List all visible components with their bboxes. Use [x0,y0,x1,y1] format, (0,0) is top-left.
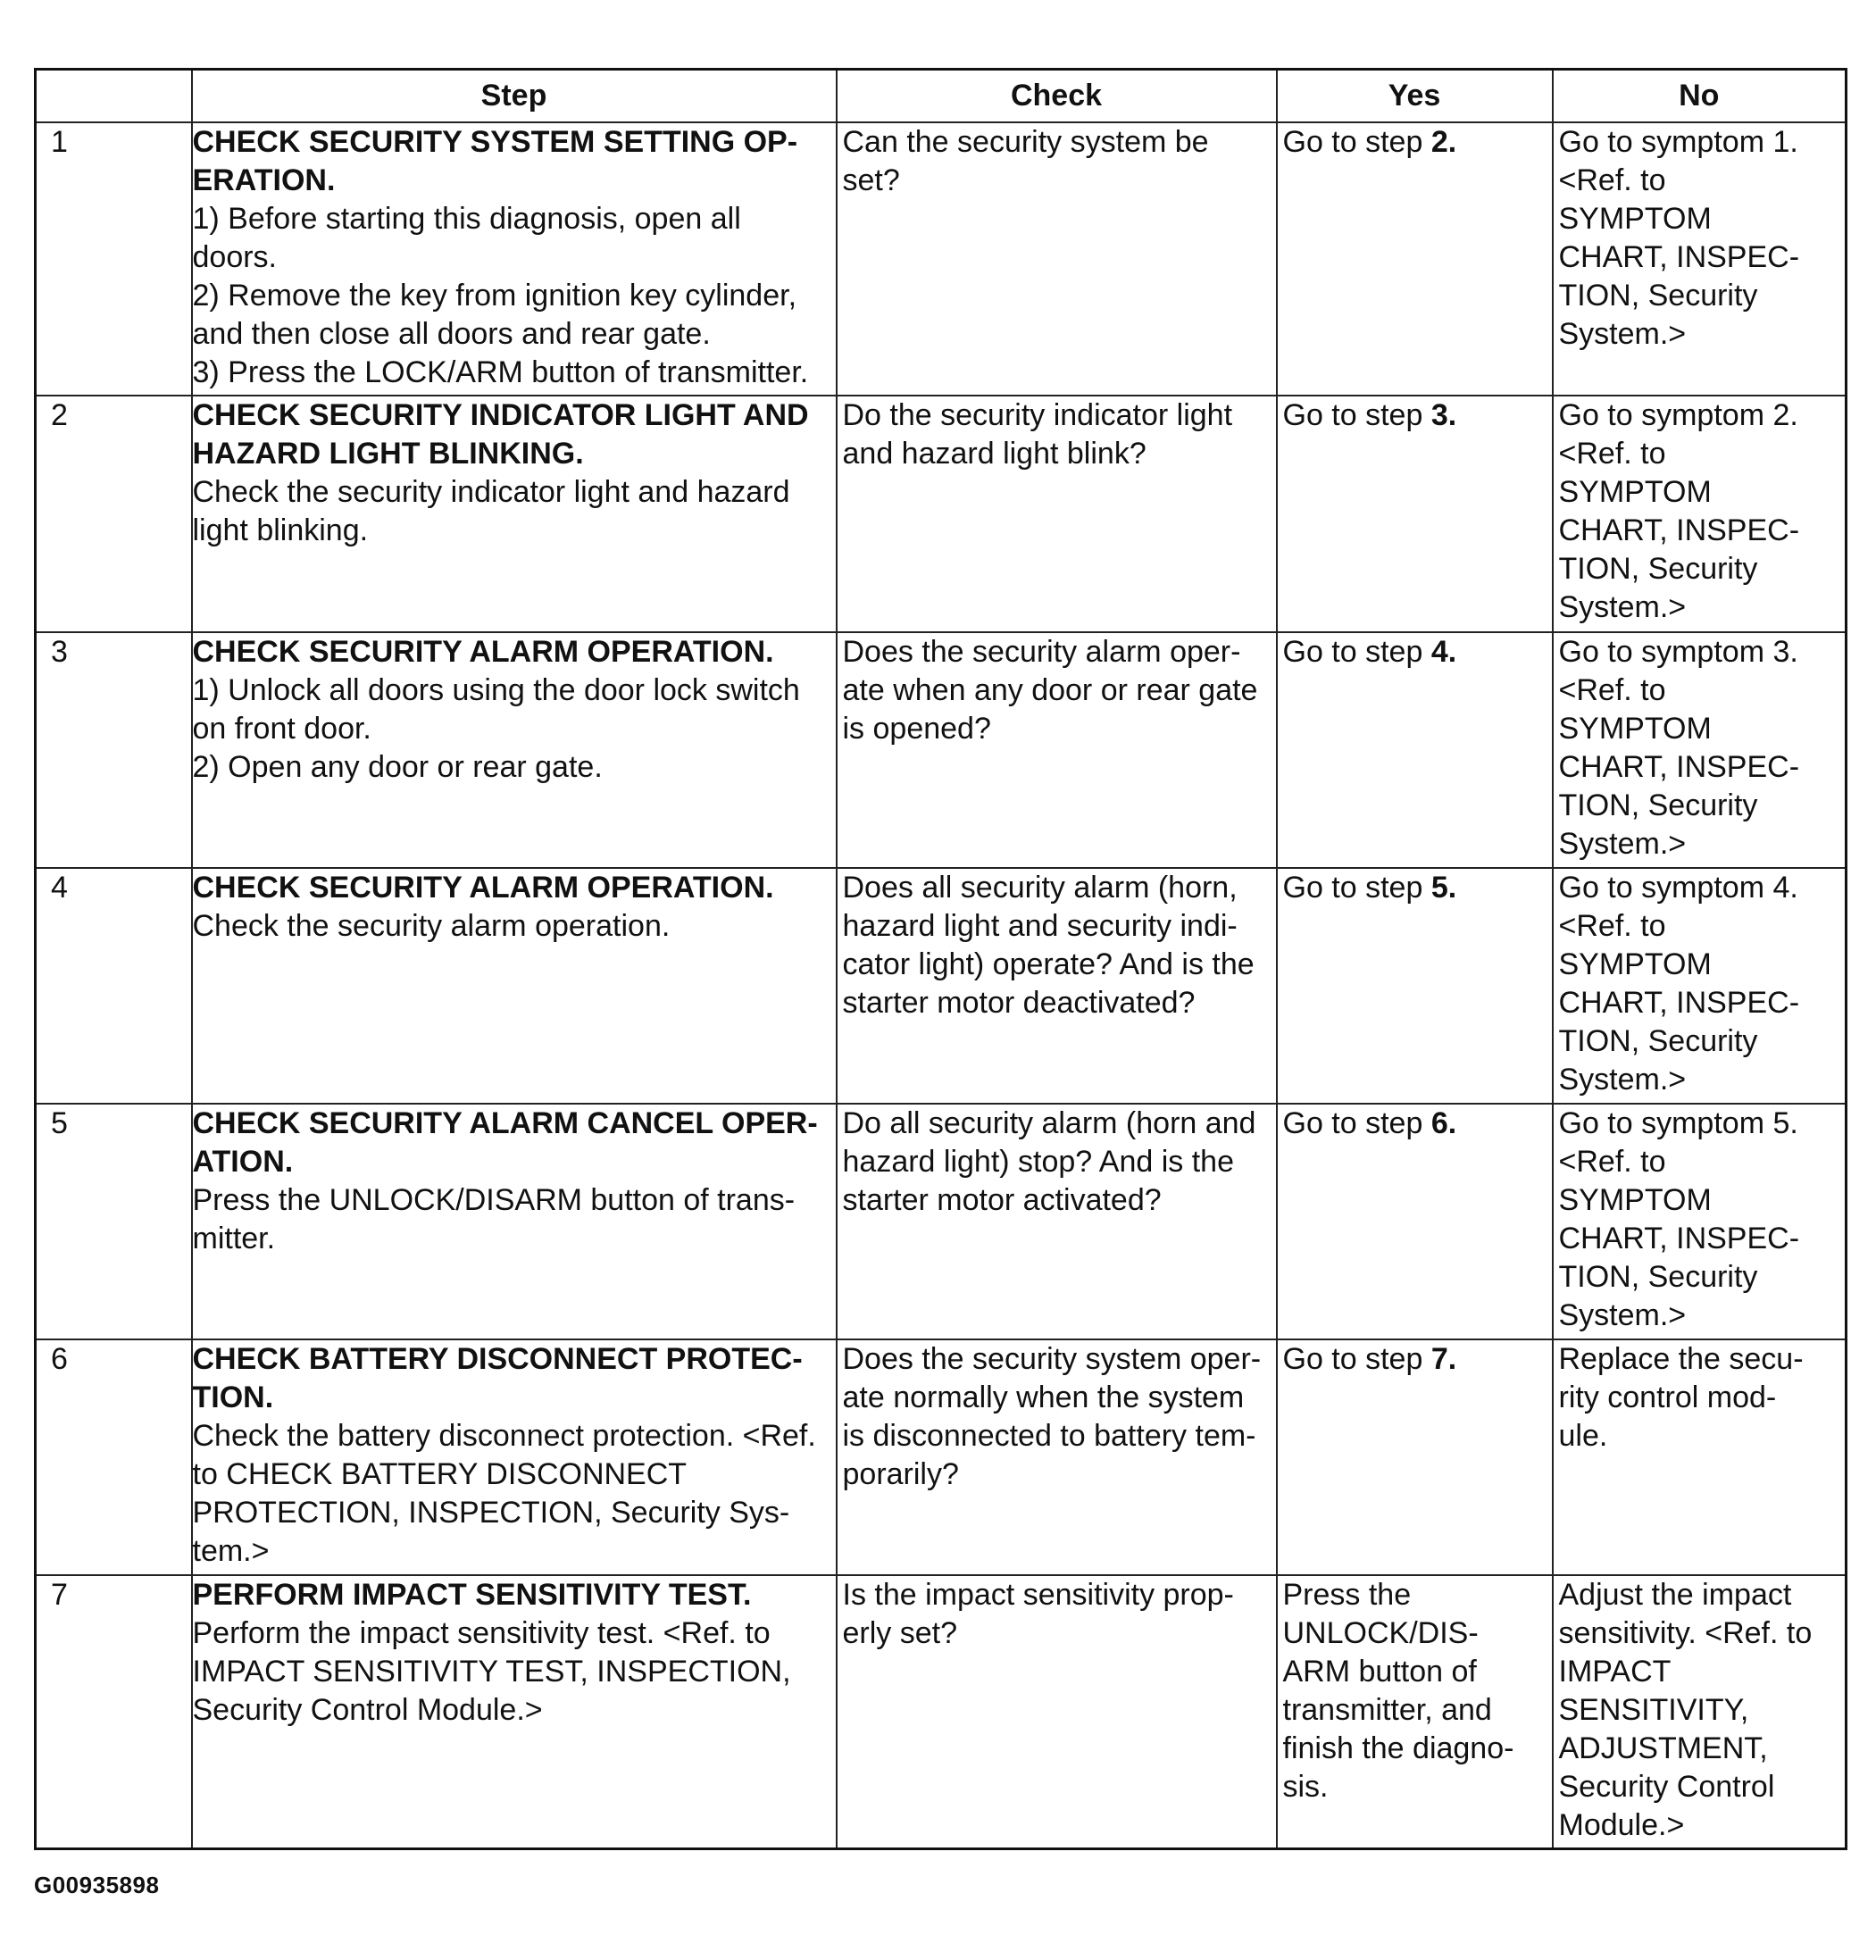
yes-line [1283,869,1547,907]
no-line: System.> [1558,317,1687,351]
check-line: porarily? [842,1457,959,1491]
step-title-line: ATION. [192,1145,294,1179]
check-line: is opened? [842,712,991,746]
yes-step-ref: 5. [1430,871,1457,905]
no-line: Adjust the impact [1558,1578,1792,1612]
step-body-line: 1) Before starting this diagnosis, open all [192,202,741,236]
yes-prefix: Go to step [1282,871,1431,905]
no-line: SYMPTOM [1558,475,1712,509]
step-body-line: Press the UNLOCK/DISARM button of trans- [192,1183,796,1217]
step-cell [192,868,837,1104]
no-line: sensitivity. <Ref. to [1558,1616,1813,1650]
no-line: <Ref. to [1558,909,1666,943]
check-line: Can the security system be [842,125,1209,159]
yes-cell [1277,1575,1553,1848]
step-title-line: PERFORM IMPACT SENSITIVITY TEST. [192,1578,752,1612]
check-line: Do the security indicator light [842,398,1233,432]
header-number [36,70,192,123]
yes-line [1283,633,1547,671]
check-line: starter motor activated? [842,1183,1162,1217]
yes-cell [1277,632,1553,868]
table-row [36,868,1847,1104]
yes-line [1283,1340,1547,1379]
yes-prefix: Go to step [1282,635,1431,669]
step-number: 2 [36,396,192,632]
no-line: Module.> [1558,1808,1685,1842]
table-row [36,1575,1847,1848]
step-body-line: Security Control Module.> [192,1693,543,1727]
no-line: SYMPTOM [1558,1183,1712,1217]
table-row [36,122,1847,396]
no-line: SYMPTOM [1558,202,1712,236]
step-title-line: CHECK BATTERY DISCONNECT PROTEC- [192,1342,803,1376]
no-line: <Ref. to [1558,163,1666,197]
no-line: TION, Security [1558,1260,1758,1294]
header-check: Check [837,70,1277,123]
no-line: TION, Security [1558,788,1758,822]
no-cell [1553,1575,1847,1848]
step-number: 4 [36,868,192,1104]
step-body-line: Perform the impact sensitivity test. <Ref. to [192,1616,771,1650]
no-line: Go to symptom 2. [1558,398,1798,432]
step-body-line: light blinking. [192,513,369,547]
step-cell [192,1339,837,1575]
step-body-line: on front door. [192,712,371,746]
no-line: TION, Security [1558,552,1758,586]
check-line: ate normally when the system [842,1380,1245,1414]
check-line: starter motor deactivated? [842,986,1196,1020]
check-line: ate when any door or rear gate [842,673,1258,707]
step-title-line: ERATION. [192,163,336,197]
check-cell [837,632,1277,868]
yes-line [1283,1105,1547,1143]
step-body-line: and then close all doors and rear gate. [192,317,711,351]
yes-cell [1277,1339,1553,1575]
header-no: No [1553,70,1847,123]
yes-line: sis. [1282,1770,1329,1804]
no-line: Replace the secu- [1558,1342,1804,1376]
check-line: erly set? [842,1616,957,1650]
table-row [36,632,1847,868]
step-body-line: tem.> [192,1534,270,1568]
step-body-line: to CHECK BATTERY DISCONNECT [192,1457,688,1491]
no-line: System.> [1558,590,1687,624]
no-line: ule. [1558,1419,1608,1453]
step-number: 5 [36,1104,192,1339]
step-body-line: Check the security alarm operation. [192,909,671,943]
no-cell [1553,632,1847,868]
check-line: Does all security alarm (horn, [842,871,1238,905]
no-line: CHART, INSPEC- [1558,750,1800,784]
step-body-line: 3) Press the LOCK/ARM button of transmitter. [192,355,809,389]
check-cell [837,868,1277,1104]
no-line: CHART, INSPEC- [1558,513,1800,547]
step-body-line: PROTECTION, INSPECTION, Security Sys- [192,1496,790,1530]
yes-step-ref: 4. [1430,635,1457,669]
no-line: rity control mod- [1558,1380,1777,1414]
no-line: TION, Security [1558,279,1758,313]
no-line: <Ref. to [1558,673,1666,707]
step-title-line: CHECK SECURITY INDICATOR LIGHT AND [192,398,809,432]
yes-step-ref: 6. [1430,1106,1457,1140]
check-line: cator light) operate? And is the [842,947,1255,981]
yes-cell [1277,1104,1553,1339]
no-line: CHART, INSPEC- [1558,1222,1800,1255]
no-cell [1553,1104,1847,1339]
yes-line: ARM button of [1282,1655,1477,1689]
step-body-line: Check the security indicator light and hazard [192,475,790,509]
no-cell [1553,396,1847,632]
yes-line: finish the diagno- [1282,1731,1514,1765]
step-title-line: CHECK SECURITY ALARM OPERATION. [192,871,774,905]
check-line: set? [842,163,900,197]
no-cell [1553,1339,1847,1575]
check-line: and hazard light blink? [842,437,1146,471]
check-cell [837,122,1277,396]
check-line: Is the impact sensitivity prop- [842,1578,1234,1612]
step-cell [192,632,837,868]
yes-step-ref: 3. [1430,398,1457,432]
step-number: 7 [36,1575,192,1848]
diagnosis-table [34,68,1847,1850]
check-line: hazard light and security indi- [842,909,1238,943]
check-cell [837,1339,1277,1575]
check-cell [837,1104,1277,1339]
step-number: 1 [36,122,192,396]
no-line: Security Control [1558,1770,1775,1804]
yes-cell [1277,122,1553,396]
step-cell [192,1104,837,1339]
step-body-line: 2) Remove the key from ignition key cylinder, [192,279,797,313]
yes-step-ref: 2. [1430,125,1457,159]
no-line: SENSITIVITY, [1558,1693,1749,1727]
check-line: Does the security alarm oper- [842,635,1241,669]
yes-prefix: Go to step [1282,125,1431,159]
check-cell [837,1575,1277,1848]
check-line: Do all security alarm (horn and [842,1106,1256,1140]
step-title-line: HAZARD LIGHT BLINKING. [192,437,584,471]
yes-line [1283,123,1547,162]
step-number: 3 [36,632,192,868]
no-cell [1553,868,1847,1104]
no-line: Go to symptom 3. [1558,635,1798,669]
table-row [36,1104,1847,1339]
no-line: System.> [1558,827,1687,861]
yes-line: Press the [1282,1578,1412,1612]
no-line: System.> [1558,1298,1687,1332]
check-cell [837,396,1277,632]
check-line: hazard light) stop? And is the [842,1145,1234,1179]
yes-step-ref: 7. [1430,1342,1457,1376]
header-yes: Yes [1277,70,1553,123]
no-line: SYMPTOM [1558,947,1712,981]
yes-cell [1277,868,1553,1104]
no-line: CHART, INSPEC- [1558,240,1800,274]
yes-line: UNLOCK/DIS- [1282,1616,1479,1650]
yes-prefix: Go to step [1282,1106,1431,1140]
yes-line: transmitter, and [1282,1693,1492,1727]
step-cell [192,396,837,632]
no-line: TION, Security [1558,1024,1758,1058]
no-line: <Ref. to [1558,437,1666,471]
step-cell [192,122,837,396]
table-row [36,396,1847,632]
table-row [36,1339,1847,1575]
no-line: Go to symptom 4. [1558,871,1798,905]
step-title-line: CHECK SECURITY SYSTEM SETTING OP- [192,125,798,159]
step-body-line: 1) Unlock all doors using the door lock switch [192,673,800,707]
check-line: is disconnected to battery tem- [842,1419,1256,1453]
step-title-line: CHECK SECURITY ALARM OPERATION. [192,635,774,669]
step-body-line: doors. [192,240,277,274]
step-title-line: CHECK SECURITY ALARM CANCEL OPER- [192,1106,818,1140]
step-body-line: 2) Open any door or rear gate. [192,750,603,784]
no-line: Go to symptom 1. [1558,125,1798,159]
no-line: Go to symptom 5. [1558,1106,1798,1140]
check-line: Does the security system oper- [842,1342,1262,1376]
no-line: CHART, INSPEC- [1558,986,1800,1020]
step-body-line: IMPACT SENSITIVITY TEST, INSPECTION, [192,1655,791,1689]
no-line: ADJUSTMENT, [1558,1731,1768,1765]
yes-prefix: Go to step [1282,1342,1431,1376]
step-cell [192,1575,837,1848]
no-line: System.> [1558,1063,1687,1097]
header-step: Step [192,70,837,123]
no-line: IMPACT [1558,1655,1672,1689]
no-line: SYMPTOM [1558,712,1712,746]
yes-cell [1277,396,1553,632]
step-number: 6 [36,1339,192,1575]
no-line: <Ref. to [1558,1145,1666,1179]
yes-line [1283,396,1547,435]
header-row [36,70,1847,123]
figure-code: G00935898 [34,1872,160,1898]
step-body-line: mitter. [192,1222,276,1255]
step-body-line: Check the battery disconnect protection. <Ref. [192,1419,816,1453]
yes-prefix: Go to step [1282,398,1431,432]
step-title-line: TION. [192,1380,274,1414]
no-cell [1553,122,1847,396]
